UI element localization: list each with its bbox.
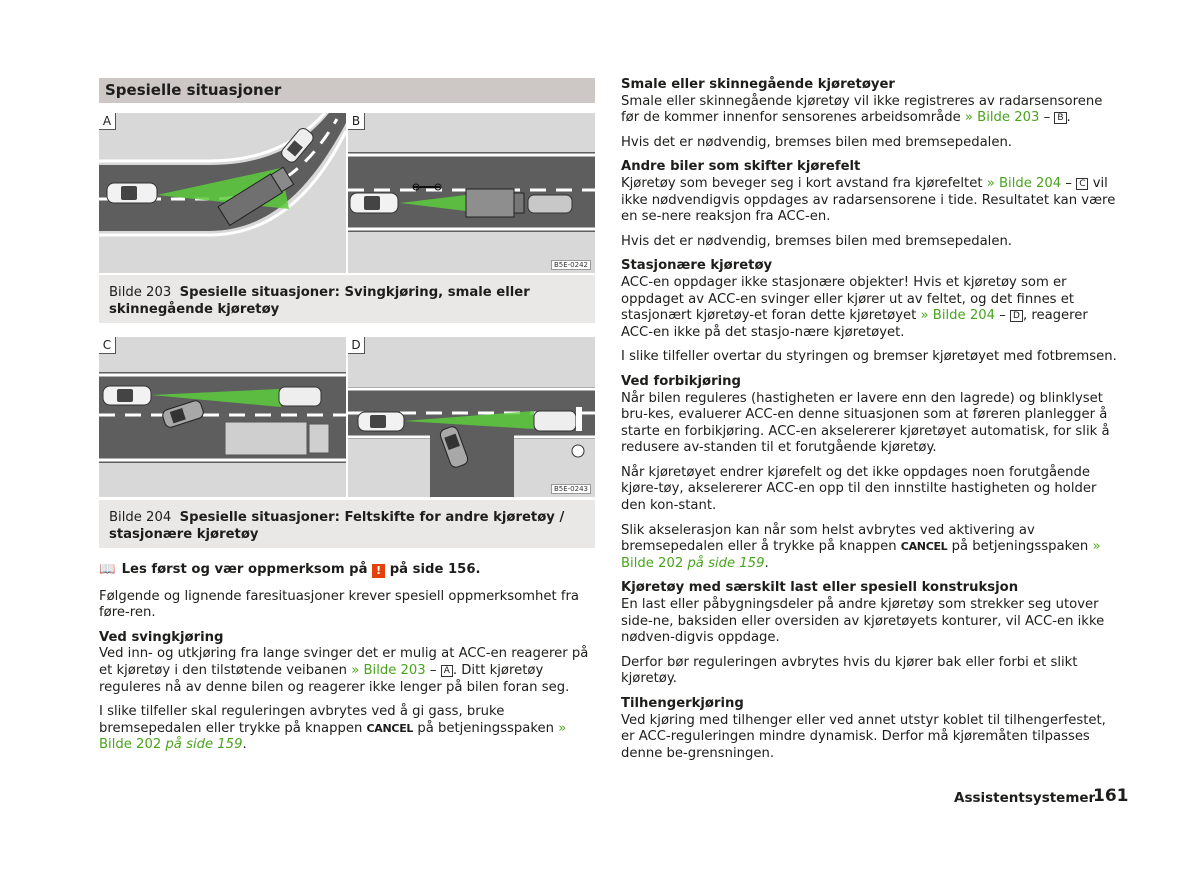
section-title: Spesielle situasjoner [105, 81, 282, 99]
text: Slik akselerasjon kan når som helst avbrytes ved aktivering av bremsepedalen eller å trykke på knappen [621, 522, 1035, 555]
panel-key: D [1010, 310, 1023, 322]
text: på betjeningsspaken [951, 539, 1089, 555]
figure-link[interactable]: » Bilde 202 [621, 539, 1101, 571]
text: . [764, 555, 769, 571]
figure-203-panel-b [348, 113, 595, 273]
heading-lane-change: Andre biler som skifter kjørefelt [621, 159, 861, 175]
caption-text: Spesielle situasjoner: Svingkjøring, smale eller skinnegående kjøretøy [109, 285, 530, 317]
paragraph-cancel [99, 704, 595, 754]
figure-203-caption [99, 275, 595, 323]
text: , reagerer ACC-en ikke på det stasjo-nære kjøretøyet. [621, 308, 1088, 340]
caption-number: Bilde 203 [109, 285, 172, 300]
panel-key: C [1076, 178, 1088, 190]
figure-204-caption [99, 500, 595, 548]
text: ACC-en oppdager ikke stasjonære objekter! Hvis et kjøretøy som er oppdaget av ACC-en svinger eller kjører ut av feltet, og det finnes et stasjonært kjøretøy-et foran dette kjøretøyet [621, 274, 1075, 324]
paragraph-cancel [621, 523, 1117, 573]
panel-key: B [1054, 112, 1066, 124]
figure-204-panel-d [348, 337, 595, 497]
panel-label-d: D [348, 337, 365, 354]
note-suffix: på side 156. [389, 562, 481, 577]
left-column [99, 562, 595, 754]
intro-paragraph: Følgende og lignende faresituasjoner krever spesiell oppmerksomhet fra føre-ren. [99, 588, 580, 621]
figure-link[interactable]: » Bilde 204 [986, 175, 1062, 191]
figure-204 [99, 337, 595, 497]
paragraph: Når bilen reguleres (hastigheten er lavere enn den lagrede) og blinklyset bru-kes, evaluerer ACC-en denne situasjonen som at føreren planlegger å starte en forbikjøring. ACC-en akselererer kjøretøyet automatisk, for slik å redusere av-standen til et forutgående kjøretøy. [621, 390, 1110, 456]
figure-code: B5E-0242 [551, 260, 591, 270]
cancel-key-label: CANCEL [900, 540, 948, 554]
paragraph: Ved kjøring med tilhenger eller ved annet utstyr koblet til tilhengerfestet, er ACC-reguleringen mindre dynamisk. Derfor må kjøremåten tilpasses denne be-grensningen. [621, 712, 1106, 761]
heading-overtaking: Ved forbikjøring [621, 373, 741, 389]
heading-narrow: Smale eller skinnegående kjøretøyer [621, 77, 895, 92]
figure-204-panel-c [99, 337, 346, 497]
caption-number: Bilde 204 [109, 510, 172, 525]
panel-key: A [441, 665, 453, 677]
page-link[interactable]: på side 159 [165, 737, 243, 753]
text: Kjøretøy som beveger seg i kort avstand fra kjørefeltet [621, 175, 983, 191]
page-link[interactable]: på side 159 [687, 555, 765, 571]
heading-trailer: Tilhengerkjøring [621, 696, 744, 711]
figure-link[interactable]: » Bilde 203 [964, 110, 1040, 126]
heading-stationary: Stasjonære kjøretøy [621, 258, 773, 274]
panel-label-b: B [348, 113, 365, 130]
paragraph: I slike tilfeller overtar du styringen og bremser kjøretøyet med fotbremsen. [621, 349, 1117, 365]
text: vil ikke nødvendigvis oppdages av radarsensorene i tide. Resultatet kan være en se-nere reaksjon fra ACC-en. [621, 175, 1116, 225]
cancel-key-label: CANCEL [366, 721, 414, 735]
paragraph: Derfor bør reguleringen avbrytes hvis du kjører bak eller forbi et slikt kjøretøy. [621, 654, 1078, 687]
paragraph: En last eller påbygningsdeler på andre kjøretøy som strekker seg utover side-ne, baksiden eller oversiden av kjøretøyets konturer, vil ACC-en ikke nødven-digvis oppdage. [621, 597, 1105, 646]
figure-link[interactable]: » Bilde 204 [920, 308, 996, 324]
stationary-vehicle-illustration [348, 337, 595, 497]
text: på betjeningsspaken [417, 720, 554, 736]
caption-text: Spesielle situasjoner: Feltskifte for andre kjøretøy / stasjonære kjøretøy [109, 510, 565, 542]
text: . [1066, 110, 1071, 126]
lane-change-illustration [99, 337, 346, 497]
dash: – [429, 662, 437, 678]
right-column [621, 77, 1117, 762]
section-header [99, 78, 595, 103]
paragraph: Når kjøretøyet endrer kjørefelt og det ikke oppdages noen forutgående kjøre-tøy, akselererer ACC-en opp til den innstilte hastigheten og holder den kon-stant. [621, 464, 1097, 514]
warning-icon: ! [372, 564, 385, 578]
paragraph: Hvis det er nødvendig, bremses bilen med bremsepedalen. [621, 134, 1012, 150]
text: Ved inn- og utkjøring fra lange svinger det er mulig at ACC-en reagerer på et kjøretøy i den tilstøtende veibanen [99, 646, 589, 678]
narrow-vehicle-illustration [348, 113, 595, 273]
figure-link[interactable]: » Bilde 202 [99, 720, 567, 753]
panel-label-a: A [99, 113, 116, 130]
safety-note [99, 562, 595, 579]
page-number: 161 [1093, 786, 1129, 806]
text: Smale eller skinnegående kjøretøy vil ikke registreres av radarsensorene før de kommer innenfor sensorenes arbeidsområde [621, 93, 1103, 126]
text: I slike tilfeller skal reguleringen avbrytes ved å gi gass, bruke bremsepedalen eller trykke på knappen [99, 704, 505, 736]
heading-curve: Ved svingkjøring [99, 629, 224, 645]
figure-link[interactable]: » Bilde 203 [351, 662, 426, 678]
paragraph-narrow: Smale eller skinnegående kjøretøy vil ikke registreres av radarsensorene før de kommer innenfor sensorenes arbeidsområde » Bilde 203 – B . [621, 93, 1103, 126]
heading-special-load: Kjøretøy med særskilt last eller spesiell konstruksjon [621, 580, 1019, 596]
text: . [242, 737, 247, 753]
figure-203 [99, 113, 595, 273]
paragraph-curve [99, 646, 595, 696]
figure-code: B5E-0243 [551, 484, 591, 494]
curve-road-illustration [99, 113, 346, 273]
note-prefix: Les først og vær oppmerksom på [121, 562, 368, 577]
text: . Ditt kjøretøy reguleres nå av denne bilen og reagerer ikke lenger på bilen foran seg. [99, 662, 570, 695]
paragraph: Hvis det er nødvendig, bremses bilen med bremsepedalen. [621, 233, 1012, 249]
panel-label-c: C [99, 337, 116, 354]
paragraph-stationary: ACC-en oppdager ikke stasjonære objekter! Hvis et kjøretøy som er oppdaget av ACC-en svinger eller kjører ut av feltet, og det finnes et stasjonært kjøretøy-et foran dette kjøretøyet » Bilde 204 – D , reagerer ACC-en ikke på det stasjo-nære kjøretøyet. [621, 274, 1088, 340]
footer-section: Assistentsystemer [954, 790, 1096, 806]
figure-203-panel-a [99, 113, 346, 273]
paragraph-lane-change: Kjøretøy som beveger seg i kort avstand fra kjørefeltet » Bilde 204 – C vil ikke nødvendigvis oppdages av radarsensorene i tide. Resultatet kan være en se-nere reaksjon fra ACC-en. [621, 175, 1116, 225]
book-icon: 📖 [99, 562, 116, 577]
